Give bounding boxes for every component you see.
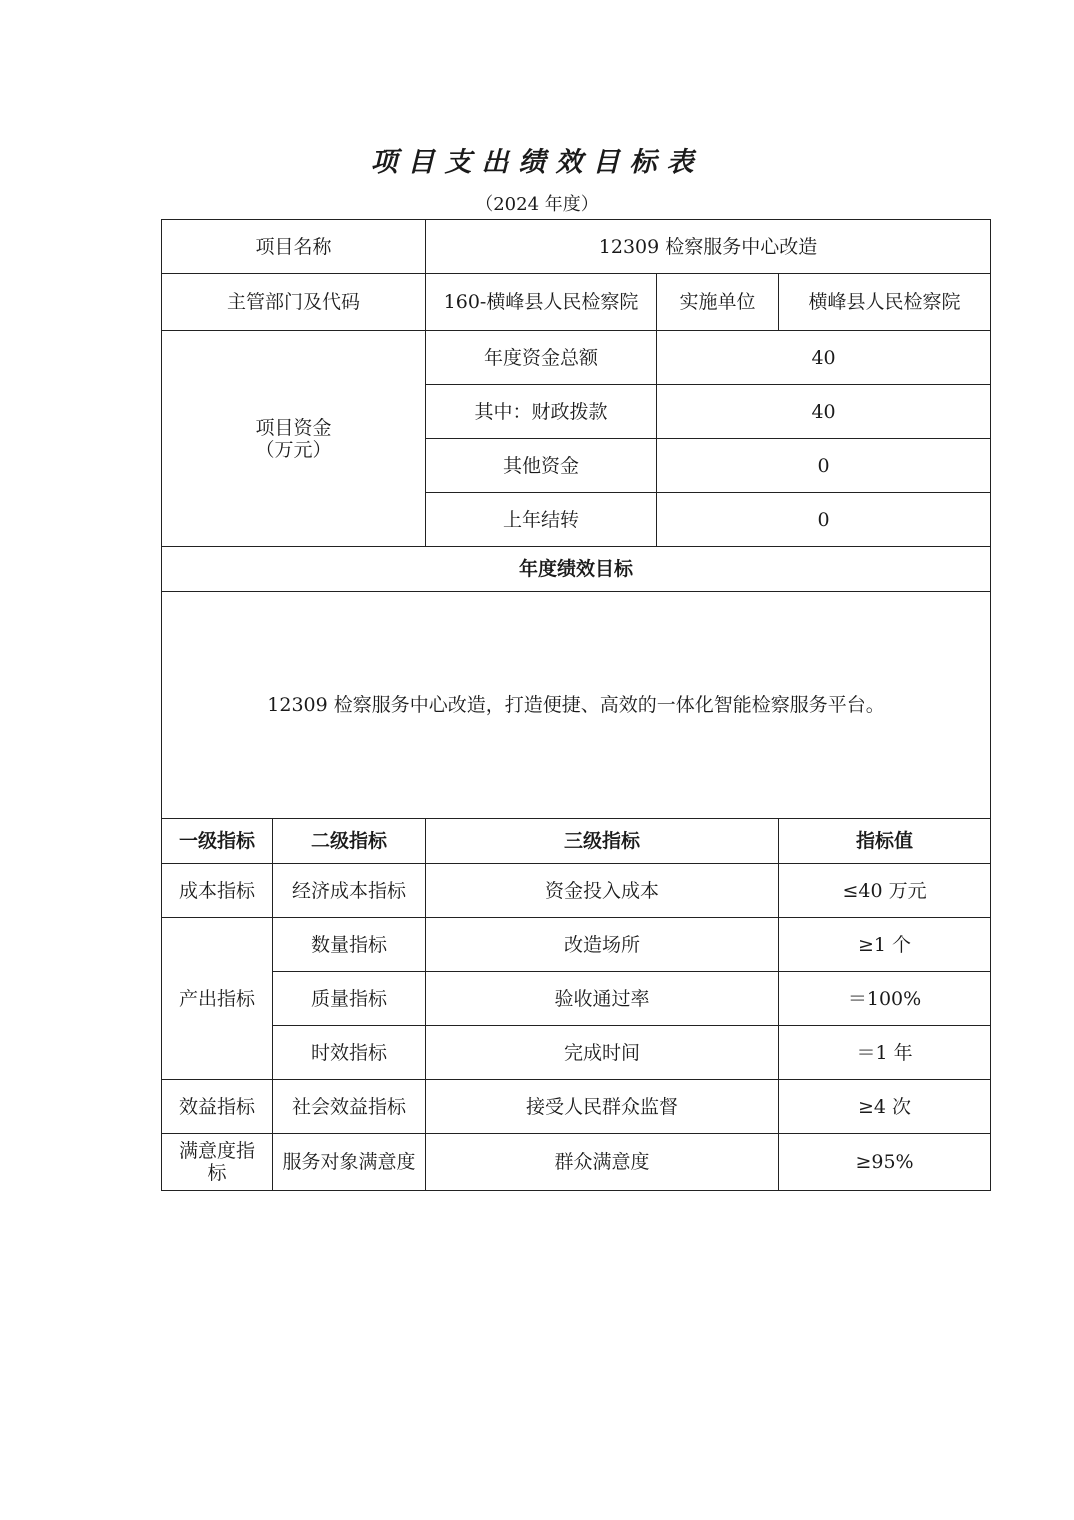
funds-row-value: 0 bbox=[657, 493, 991, 547]
funds-label bbox=[162, 331, 426, 547]
benefit-level2: 社会效益指标 bbox=[273, 1080, 426, 1134]
page-title: 项目支出绩效目标表 bbox=[370, 147, 704, 178]
satisfaction-row bbox=[162, 1134, 991, 1191]
indicator-header-row bbox=[162, 819, 991, 864]
benefit-level3: 接受人民群众监督 bbox=[426, 1080, 779, 1134]
cost-level2: 经济成本指标 bbox=[273, 864, 426, 918]
goal-text-row bbox=[162, 592, 991, 819]
satisfaction-value: ≥95% bbox=[779, 1134, 991, 1191]
output-level1: 产出指标 bbox=[162, 918, 273, 1080]
output-level2: 质量指标 bbox=[273, 972, 426, 1026]
funds-row-label: 上年结转 bbox=[426, 493, 657, 547]
goal-heading: 年度绩效目标 bbox=[162, 547, 991, 592]
project-name-row bbox=[162, 220, 991, 274]
satisfaction-level2: 服务对象满意度 bbox=[273, 1134, 426, 1191]
department-value: 160-横峰县人民检察院 bbox=[426, 274, 657, 331]
funds-row bbox=[162, 331, 991, 385]
output-level3: 验收通过率 bbox=[426, 972, 779, 1026]
cost-level3: 资金投入成本 bbox=[426, 864, 779, 918]
output-value: ≥1 个 bbox=[779, 918, 991, 972]
department-row bbox=[162, 274, 991, 331]
funds-row-label: 其他资金 bbox=[426, 439, 657, 493]
benefit-level1: 效益指标 bbox=[162, 1080, 273, 1134]
output-row bbox=[162, 1026, 991, 1080]
output-level3: 改造场所 bbox=[426, 918, 779, 972]
output-row bbox=[162, 972, 991, 1026]
funds-label-line1: 项目资金 bbox=[255, 416, 332, 439]
implementing-unit-label: 实施单位 bbox=[657, 274, 779, 331]
header-level3: 三级指标 bbox=[426, 819, 779, 864]
funds-row-value: 40 bbox=[657, 331, 991, 385]
output-value: ＝1 年 bbox=[779, 1026, 991, 1080]
funds-label-line2: （万元） bbox=[255, 438, 332, 461]
header-level1: 一级指标 bbox=[162, 819, 273, 864]
benefit-row bbox=[162, 1080, 991, 1134]
goal-heading-row bbox=[162, 547, 991, 592]
output-level3: 完成时间 bbox=[426, 1026, 779, 1080]
satisfaction-level3: 群众满意度 bbox=[426, 1134, 779, 1191]
output-value: ＝100% bbox=[779, 972, 991, 1026]
cost-value: ≤40 万元 bbox=[779, 864, 991, 918]
page-subtitle: （2024 年度） bbox=[475, 194, 599, 215]
cost-row bbox=[162, 864, 991, 918]
goal-text: 12309 检察服务中心改造，打造便捷、高效的一体化智能检察服务平台。 bbox=[162, 592, 991, 819]
header-level2: 二级指标 bbox=[273, 819, 426, 864]
header-value: 指标值 bbox=[779, 819, 991, 864]
department-label: 主管部门及代码 bbox=[162, 274, 426, 331]
performance-table bbox=[161, 219, 991, 1191]
funds-row-value: 40 bbox=[657, 385, 991, 439]
funds-row-value: 0 bbox=[657, 439, 991, 493]
output-level2: 数量指标 bbox=[273, 918, 426, 972]
project-name-label: 项目名称 bbox=[162, 220, 426, 274]
project-name-value: 12309 检察服务中心改造 bbox=[426, 220, 991, 274]
cost-level1: 成本指标 bbox=[162, 864, 273, 918]
output-level2: 时效指标 bbox=[273, 1026, 426, 1080]
implementing-unit-value: 横峰县人民检察院 bbox=[779, 274, 991, 331]
benefit-value: ≥4 次 bbox=[779, 1080, 991, 1134]
satisfaction-level1: 满意度指标 bbox=[162, 1134, 273, 1191]
output-row bbox=[162, 918, 991, 972]
funds-row-label: 年度资金总额 bbox=[426, 331, 657, 385]
funds-row-label: 其中：财政拨款 bbox=[426, 385, 657, 439]
